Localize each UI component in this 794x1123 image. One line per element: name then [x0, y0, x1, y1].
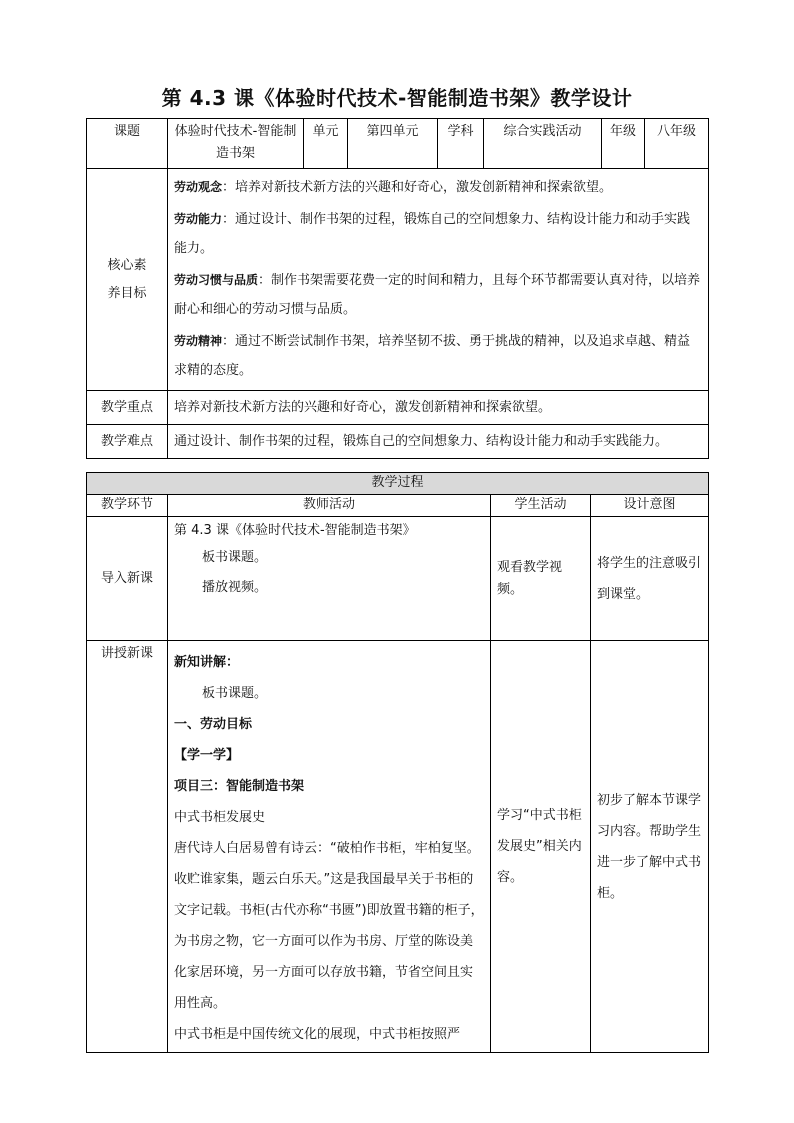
lesson-info-table [86, 118, 709, 459]
intro-design-intent: 将学生的注意吸引到课堂。 [591, 517, 709, 641]
subject-value: 综合实践活动 [484, 119, 602, 169]
lecture-teacher-activity: 新知讲解： 板书课题。 一、劳动目标 【学一学】 项目三：智能制造书架 中式书柜发展史 唐代诗人白居易曾有诗云：“破柏作书柜，牢柏复坚。收贮谁家集，题云白乐天。”这是我国最早关于书柜的文字记载。书柜(古代亦称“书匮”)即放置书籍的柜子，为书房之物，它一方面可以作为书房、厅堂的陈设美化家居环境，另一方面可以存放书籍，节省空间且实用性高。 中式书柜是中国传统文化的展现，中式书柜按照严 [168, 641, 491, 1053]
objective-labor-concept: 劳动观念：培养对新技术新方法的兴趣和好奇心，激发创新精神和探索欲望。 [174, 180, 613, 195]
grade-value: 八年级 [645, 119, 709, 169]
header-student: 学生活动 [491, 495, 591, 517]
page-title: 第 4.3 课《体验时代技术-智能制造书架》教学设计 [161, 86, 633, 110]
unit-value: 第四单元 [348, 119, 438, 169]
core-literacy-objectives [168, 169, 709, 391]
objective-labor-ability: 劳动能力：通过设计、制作书架的过程，锻炼自己的空间想象力、结构设计能力和动手实践能力。 [174, 212, 691, 256]
objective-labor-spirit: 劳动精神：通过不断尝试制作书架，培养坚韧不拔、勇于挑战的精神，以及追求卓越、精益求精的态度。 [174, 334, 691, 378]
key-point-text: 培养对新技术新方法的兴趣和好奇心，激发创新精神和探索欲望。 [168, 391, 709, 425]
unit-label: 单元 [304, 119, 348, 169]
header-intent: 设计意图 [591, 495, 709, 517]
grade-label: 年级 [602, 119, 645, 169]
lecture-design-intent: 初步了解本节课学习内容。帮助学生进一步了解中式书柜。 [591, 641, 709, 1053]
process-title: 教学过程 [87, 473, 709, 495]
difficulty-text: 通过设计、制作书架的过程，锻炼自己的空间想象力、结构设计能力和动手实践能力。 [168, 425, 709, 459]
stage-intro: 导入新课 [87, 517, 168, 641]
topic-label: 课题 [87, 119, 168, 169]
subject-label: 学科 [438, 119, 484, 169]
stage-lecture: 讲授新课 [87, 641, 168, 1053]
header-teacher: 教师活动 [168, 495, 491, 517]
core-literacy-label: 核心素养目标 [87, 169, 168, 391]
topic-value: 体验时代技术-智能制造书架 [168, 119, 304, 169]
lecture-student-activity: 学习“中式书柜发展史”相关内容。 [491, 641, 591, 1053]
intro-teacher-activity: 第 4.3 课《体验时代技术-智能制造书架》 板书课题。 播放视频。 [168, 517, 491, 641]
difficulty-label: 教学难点 [87, 425, 168, 459]
intro-student-activity: 观看教学视频。 [491, 517, 591, 641]
key-point-label: 教学重点 [87, 391, 168, 425]
teaching-process-table [86, 472, 709, 1053]
objective-labor-habit: 劳动习惯与品质：制作书架需要花费一定的时间和精力，且每个环节都需要认真对待，以培养耐心和细心的劳动习惯与品质。 [174, 273, 701, 317]
header-stage: 教学环节 [87, 495, 168, 517]
